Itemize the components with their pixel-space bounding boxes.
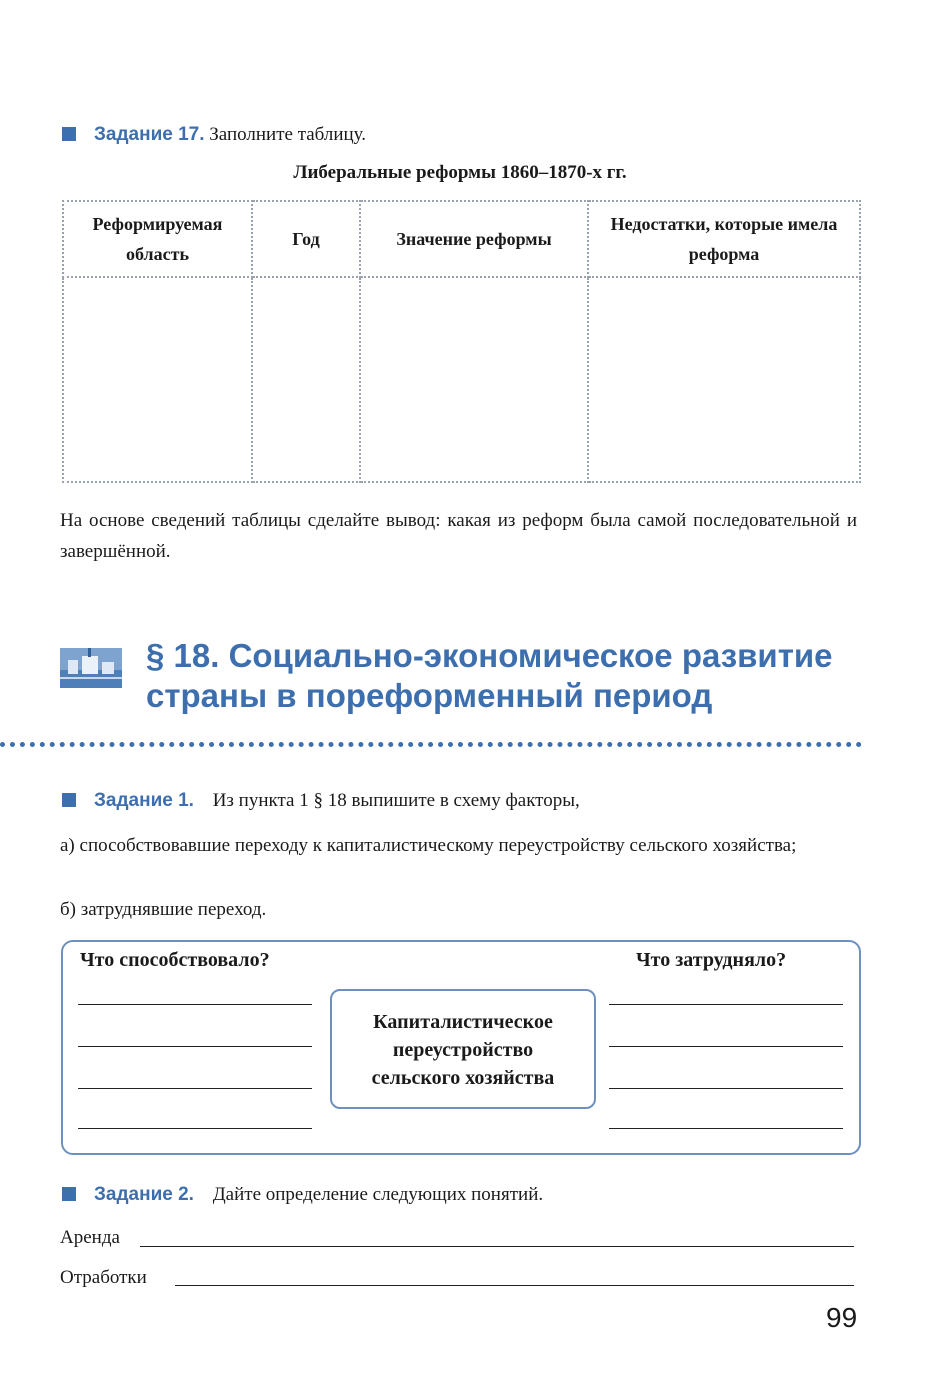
section-title-line2: страны в пореформенный период [146, 677, 713, 714]
table-title: Либеральные реформы 1860–1870-х гг. [293, 162, 627, 183]
empty-cell[interactable] [252, 277, 360, 482]
center-line: переустройство [392, 1039, 534, 1061]
column-header: Год [252, 201, 360, 277]
empty-cell[interactable] [63, 277, 252, 482]
bullet-square-icon [62, 1187, 76, 1201]
factory-image-icon [60, 644, 122, 692]
center-line: сельского хозяйства [371, 1067, 555, 1089]
section-title [146, 636, 833, 716]
answer-line[interactable] [609, 1088, 843, 1089]
task1-item-a: а) способствовавшие переходу к капиталистическому переустройству сельского хозяйства; [60, 835, 797, 856]
right-column-title: Что затрудняло? [636, 949, 787, 971]
table-header-row [63, 201, 860, 277]
answer-line[interactable] [78, 1004, 312, 1005]
column-header: Недостатки, которые имела реформа [588, 201, 860, 277]
center-concept-box [330, 989, 596, 1109]
empty-cell[interactable] [360, 277, 588, 482]
task2-heading [62, 1184, 543, 1206]
task1-heading [62, 790, 580, 812]
section-title-line1: § 18. Социально-экономическое развитие [146, 637, 833, 674]
reforms-table [62, 200, 861, 483]
task2-text: Дайте определение следующих понятий. [212, 1184, 544, 1205]
task1-item-b: б) затруднявшие переход. [60, 899, 267, 920]
term-arenda: Аренда [60, 1227, 120, 1248]
definition-line[interactable] [140, 1246, 854, 1247]
answer-line[interactable] [609, 1004, 843, 1005]
answer-line[interactable] [609, 1046, 843, 1047]
bullet-square-icon [62, 127, 76, 141]
term-otrabotki: Отработки [60, 1267, 147, 1288]
table-row [63, 277, 860, 482]
answer-line[interactable] [78, 1128, 312, 1129]
dotted-divider [0, 742, 862, 747]
conclusion-text: На основе сведений таблицы сделайте вывод: какая из реформ была самой последовательной и завершённой. [60, 510, 857, 562]
column-header: Значение реформы [360, 201, 588, 277]
answer-line[interactable] [78, 1088, 312, 1089]
task17-label: Задание 17. [94, 124, 205, 145]
column-header: Реформируемая область [63, 201, 252, 277]
left-column-title: Что способствовало? [80, 949, 270, 971]
page-number: 99 [826, 1302, 858, 1333]
definition-line[interactable] [175, 1285, 854, 1286]
task17-text: Заполните таблицу. [209, 124, 367, 145]
center-line: Капиталистическое [373, 1011, 553, 1033]
answer-line[interactable] [78, 1046, 312, 1047]
task2-label: Задание 2. [94, 1184, 194, 1205]
empty-cell[interactable] [588, 277, 860, 482]
task17-heading [62, 124, 366, 146]
answer-line[interactable] [609, 1128, 843, 1129]
bullet-square-icon [62, 793, 76, 807]
task1-text: Из пункта 1 § 18 выпишите в схему факторы, [212, 790, 580, 811]
task1-label: Задание 1. [94, 790, 194, 811]
